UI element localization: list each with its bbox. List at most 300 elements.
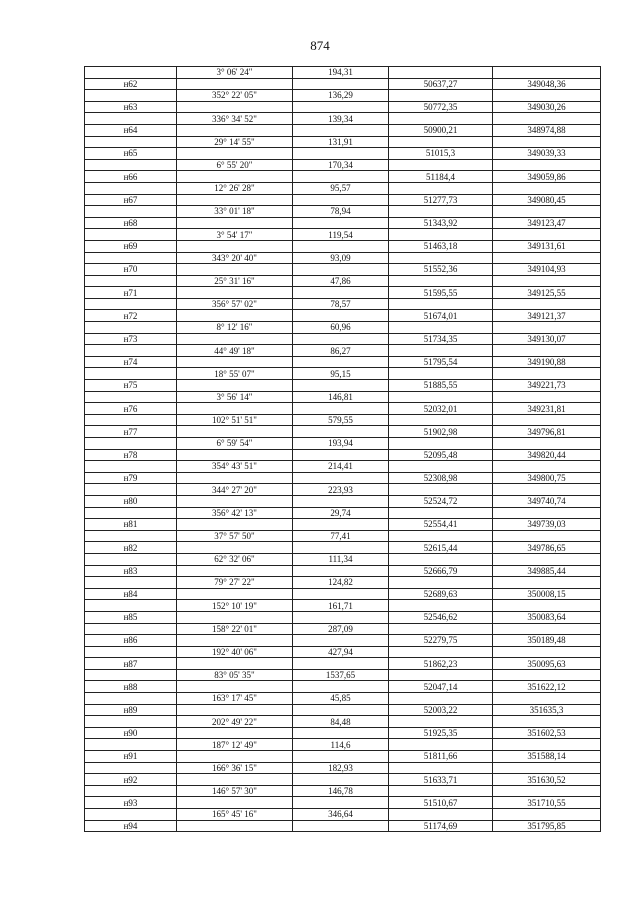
y-coordinate-cell: 350189,48 [493,635,601,647]
distance-cell [293,704,389,716]
bearing-cell [177,611,293,623]
point-label-cell: н69 [85,240,177,252]
point-label-cell [85,577,177,589]
bearing-cell: 12° 26' 28" [177,182,293,194]
distance-cell: 1537,65 [293,669,389,681]
distance-cell: 131,91 [293,136,389,148]
bearing-cell [177,704,293,716]
table-row [85,646,601,658]
table-row [85,635,601,647]
table-row [85,762,601,774]
point-label-cell: н92 [85,774,177,786]
bearing-cell: 152° 10' 19" [177,600,293,612]
y-coordinate-cell: 351622,12 [493,681,601,693]
table-row [85,333,601,345]
y-coordinate-cell: 349104,93 [493,264,601,276]
distance-cell: 579,55 [293,414,389,426]
bearing-cell: 192° 40' 06" [177,646,293,658]
point-label-cell: н66 [85,171,177,183]
table-row [85,785,601,797]
point-label-cell [85,530,177,542]
point-label-cell [85,368,177,380]
bearing-cell [177,217,293,229]
table-row [85,693,601,705]
point-label-cell: н71 [85,287,177,299]
x-coordinate-cell: 52666,79 [389,565,493,577]
distance-cell [293,171,389,183]
bearing-cell: 8° 12' 16" [177,322,293,334]
point-label-cell [85,623,177,635]
bearing-cell [177,264,293,276]
y-coordinate-cell [493,530,601,542]
bearing-cell: 37° 57' 50" [177,530,293,542]
distance-cell: 119,54 [293,229,389,241]
y-coordinate-cell: 349739,03 [493,519,601,531]
y-coordinate-cell: 349080,45 [493,194,601,206]
table-row [85,124,601,136]
y-coordinate-cell [493,113,601,125]
point-label-cell: н63 [85,101,177,113]
distance-cell [293,264,389,276]
x-coordinate-cell: 51633,71 [389,774,493,786]
y-coordinate-cell: 351635,3 [493,704,601,716]
table-row [85,611,601,623]
distance-cell [293,797,389,809]
point-label-cell: н91 [85,751,177,763]
distance-cell [293,287,389,299]
point-label-cell [85,484,177,496]
distance-cell [293,310,389,322]
distance-cell: 77,41 [293,530,389,542]
table-row [85,553,601,565]
bearing-cell [177,426,293,438]
bearing-cell [177,565,293,577]
distance-cell [293,565,389,577]
bearing-cell: 163° 17' 45" [177,693,293,705]
y-coordinate-cell: 349740,74 [493,495,601,507]
y-coordinate-cell: 348974,88 [493,124,601,136]
distance-cell [293,611,389,623]
y-coordinate-cell: 349190,88 [493,356,601,368]
y-coordinate-cell: 349125,55 [493,287,601,299]
distance-cell: 60,96 [293,322,389,334]
y-coordinate-cell: 350095,63 [493,658,601,670]
point-label-cell: н84 [85,588,177,600]
table-row [85,658,601,670]
table-row [85,438,601,450]
x-coordinate-cell: 52003,22 [389,704,493,716]
distance-cell [293,124,389,136]
y-coordinate-cell: 351710,55 [493,797,601,809]
bearing-cell: 102° 51' 51" [177,414,293,426]
bearing-cell: 146° 57' 30" [177,785,293,797]
bearing-cell: 44° 49' 18" [177,345,293,357]
y-coordinate-cell: 349131,61 [493,240,601,252]
table-row [85,148,601,160]
x-coordinate-cell [389,414,493,426]
x-coordinate-cell: 51674,01 [389,310,493,322]
distance-cell [293,101,389,113]
table-row [85,380,601,392]
x-coordinate-cell: 51902,98 [389,426,493,438]
y-coordinate-cell [493,600,601,612]
x-coordinate-cell: 51795,54 [389,356,493,368]
x-coordinate-cell: 52032,01 [389,403,493,415]
table-row [85,171,601,183]
bearing-cell [177,124,293,136]
x-coordinate-cell: 51811,66 [389,751,493,763]
distance-cell: 114,6 [293,739,389,751]
table-row [85,113,601,125]
distance-cell [293,403,389,415]
distance-cell [293,588,389,600]
x-coordinate-cell: 50772,35 [389,101,493,113]
y-coordinate-cell [493,669,601,681]
distance-cell [293,148,389,160]
point-label-cell [85,507,177,519]
y-coordinate-cell: 349800,75 [493,472,601,484]
y-coordinate-cell [493,577,601,589]
point-label-cell: н86 [85,635,177,647]
point-label-cell: н68 [85,217,177,229]
y-coordinate-cell [493,391,601,403]
point-label-cell: н78 [85,449,177,461]
bearing-cell: 343° 20' 40" [177,252,293,264]
point-label-cell [85,414,177,426]
x-coordinate-cell [389,275,493,287]
table-row [85,275,601,287]
bearing-cell [177,403,293,415]
distance-cell: 124,82 [293,577,389,589]
point-label-cell [85,693,177,705]
x-coordinate-cell [389,600,493,612]
x-coordinate-cell [389,716,493,728]
table-row [85,240,601,252]
point-label-cell: н79 [85,472,177,484]
bearing-cell [177,519,293,531]
point-label-cell [85,206,177,218]
point-label-cell [85,298,177,310]
table-row [85,565,601,577]
y-coordinate-cell: 351630,52 [493,774,601,786]
x-coordinate-cell [389,229,493,241]
point-label-cell [85,809,177,821]
bearing-cell [177,171,293,183]
distance-cell [293,240,389,252]
y-coordinate-cell [493,507,601,519]
y-coordinate-cell [493,716,601,728]
point-label-cell: н87 [85,658,177,670]
y-coordinate-cell: 351588,14 [493,751,601,763]
bearing-cell [177,588,293,600]
distance-cell: 287,09 [293,623,389,635]
point-label-cell: н75 [85,380,177,392]
distance-cell: 214,41 [293,461,389,473]
point-label-cell [85,159,177,171]
table-row [85,588,601,600]
table-row [85,217,601,229]
x-coordinate-cell [389,345,493,357]
x-coordinate-cell [389,669,493,681]
bearing-cell: 354° 43' 51" [177,461,293,473]
bearing-cell [177,635,293,647]
y-coordinate-cell [493,646,601,658]
point-label-cell [85,182,177,194]
bearing-cell [177,774,293,786]
table-row [85,101,601,113]
point-label-cell [85,785,177,797]
y-coordinate-cell [493,275,601,287]
table-row [85,67,601,79]
bearing-cell: 79° 27' 22" [177,577,293,589]
point-label-cell [85,252,177,264]
y-coordinate-cell: 349048,36 [493,78,601,90]
point-label-cell [85,275,177,287]
table-row [85,820,601,832]
table-row [85,472,601,484]
bearing-cell [177,333,293,345]
table-row [85,78,601,90]
bearing-cell: 6° 59' 54" [177,438,293,450]
distance-cell: 78,94 [293,206,389,218]
x-coordinate-cell [389,530,493,542]
bearing-cell: 336° 34' 52" [177,113,293,125]
point-label-cell: н82 [85,542,177,554]
table-row [85,484,601,496]
point-label-cell [85,90,177,102]
y-coordinate-cell: 349123,47 [493,217,601,229]
table-row [85,298,601,310]
table-row [85,159,601,171]
table-row [85,414,601,426]
table-row [85,287,601,299]
bearing-cell [177,310,293,322]
distance-cell: 95,15 [293,368,389,380]
table-row [85,507,601,519]
bearing-cell [177,542,293,554]
x-coordinate-cell [389,577,493,589]
bearing-cell: 25° 31' 16" [177,275,293,287]
point-label-cell [85,322,177,334]
x-coordinate-cell: 51015,3 [389,148,493,160]
distance-cell [293,472,389,484]
x-coordinate-cell: 51734,35 [389,333,493,345]
point-label-cell [85,67,177,79]
table-row [85,310,601,322]
y-coordinate-cell: 349121,37 [493,310,601,322]
point-label-cell [85,461,177,473]
bearing-cell: 83° 05' 35" [177,669,293,681]
y-coordinate-cell: 349130,07 [493,333,601,345]
table-row [85,345,601,357]
y-coordinate-cell: 349039,33 [493,148,601,160]
table-row [85,774,601,786]
bearing-cell [177,380,293,392]
table-row [85,229,601,241]
x-coordinate-cell: 52279,75 [389,635,493,647]
point-label-cell: н85 [85,611,177,623]
distance-cell [293,426,389,438]
y-coordinate-cell: 350008,15 [493,588,601,600]
y-coordinate-cell [493,298,601,310]
point-label-cell [85,762,177,774]
y-coordinate-cell [493,414,601,426]
bearing-cell [177,727,293,739]
distance-cell: 78,57 [293,298,389,310]
table-row [85,368,601,380]
distance-cell [293,380,389,392]
x-coordinate-cell: 52554,41 [389,519,493,531]
x-coordinate-cell: 51595,55 [389,287,493,299]
x-coordinate-cell [389,461,493,473]
bearing-cell: 202° 49' 22" [177,716,293,728]
x-coordinate-cell [389,252,493,264]
bearing-cell [177,240,293,252]
y-coordinate-cell [493,90,601,102]
bearing-cell [177,356,293,368]
distance-cell [293,78,389,90]
distance-cell: 346,64 [293,809,389,821]
distance-cell [293,727,389,739]
x-coordinate-cell: 51277,73 [389,194,493,206]
bearing-cell: 62° 32' 06" [177,553,293,565]
x-coordinate-cell: 51343,92 [389,217,493,229]
table-row [85,669,601,681]
y-coordinate-cell: 349820,44 [493,449,601,461]
distance-cell: 223,93 [293,484,389,496]
y-coordinate-cell [493,739,601,751]
y-coordinate-cell [493,159,601,171]
table-row [85,751,601,763]
table-row [85,206,601,218]
distance-cell [293,542,389,554]
table-row [85,542,601,554]
distance-cell: 161,71 [293,600,389,612]
point-label-cell [85,438,177,450]
point-label-cell: н90 [85,727,177,739]
table-row [85,530,601,542]
distance-cell: 146,78 [293,785,389,797]
bearing-cell [177,681,293,693]
y-coordinate-cell: 349231,81 [493,403,601,415]
distance-cell: 193,94 [293,438,389,450]
x-coordinate-cell: 51885,55 [389,380,493,392]
y-coordinate-cell: 349221,73 [493,380,601,392]
point-label-cell [85,669,177,681]
table-row [85,426,601,438]
bearing-cell [177,495,293,507]
table-row [85,264,601,276]
distance-cell: 111,34 [293,553,389,565]
x-coordinate-cell [389,67,493,79]
bearing-cell [177,658,293,670]
distance-cell: 47,86 [293,275,389,287]
x-coordinate-cell: 52615,44 [389,542,493,554]
distance-cell: 84,48 [293,716,389,728]
x-coordinate-cell [389,553,493,565]
x-coordinate-cell: 52047,14 [389,681,493,693]
bearing-cell: 29° 14' 55" [177,136,293,148]
table-row [85,704,601,716]
table-row [85,519,601,531]
table-row [85,577,601,589]
table-row [85,391,601,403]
x-coordinate-cell: 51184,4 [389,171,493,183]
bearing-cell [177,820,293,832]
bearing-cell: 158° 22' 01" [177,623,293,635]
bearing-cell: 356° 42' 13" [177,507,293,519]
point-label-cell: н81 [85,519,177,531]
bearing-cell [177,78,293,90]
y-coordinate-cell [493,136,601,148]
bearing-cell: 187° 12' 49" [177,739,293,751]
distance-cell [293,635,389,647]
x-coordinate-cell: 51862,23 [389,658,493,670]
point-label-cell [85,646,177,658]
distance-cell [293,751,389,763]
x-coordinate-cell: 52524,72 [389,495,493,507]
bearing-cell [177,472,293,484]
x-coordinate-cell: 51925,35 [389,727,493,739]
bearing-cell: 18° 55' 07" [177,368,293,380]
x-coordinate-cell: 51552,36 [389,264,493,276]
x-coordinate-cell [389,159,493,171]
x-coordinate-cell [389,809,493,821]
x-coordinate-cell [389,507,493,519]
distance-cell [293,356,389,368]
x-coordinate-cell [389,785,493,797]
point-label-cell [85,553,177,565]
page-number: 874 [310,38,330,53]
x-coordinate-cell: 52689,63 [389,588,493,600]
point-label-cell: н94 [85,820,177,832]
bearing-cell [177,101,293,113]
distance-cell: 146,81 [293,391,389,403]
point-label-cell: н83 [85,565,177,577]
y-coordinate-cell: 349030,26 [493,101,601,113]
x-coordinate-cell [389,646,493,658]
y-coordinate-cell: 350083,64 [493,611,601,623]
distance-cell: 182,93 [293,762,389,774]
distance-cell: 170,34 [293,159,389,171]
table-row [85,809,601,821]
y-coordinate-cell [493,229,601,241]
bearing-cell [177,194,293,206]
point-label-cell [85,716,177,728]
distance-cell: 139,34 [293,113,389,125]
x-coordinate-cell [389,136,493,148]
point-label-cell: н88 [85,681,177,693]
table-row [85,797,601,809]
table-row [85,403,601,415]
distance-cell: 45,85 [293,693,389,705]
point-label-cell [85,391,177,403]
distance-cell [293,449,389,461]
point-label-cell [85,136,177,148]
table-row [85,461,601,473]
bearing-cell [177,287,293,299]
y-coordinate-cell: 351795,85 [493,820,601,832]
x-coordinate-cell: 51510,67 [389,797,493,809]
y-coordinate-cell [493,762,601,774]
x-coordinate-cell: 52095,48 [389,449,493,461]
y-coordinate-cell [493,368,601,380]
x-coordinate-cell [389,739,493,751]
x-coordinate-cell: 51463,18 [389,240,493,252]
x-coordinate-cell [389,762,493,774]
y-coordinate-cell [493,484,601,496]
y-coordinate-cell [493,785,601,797]
